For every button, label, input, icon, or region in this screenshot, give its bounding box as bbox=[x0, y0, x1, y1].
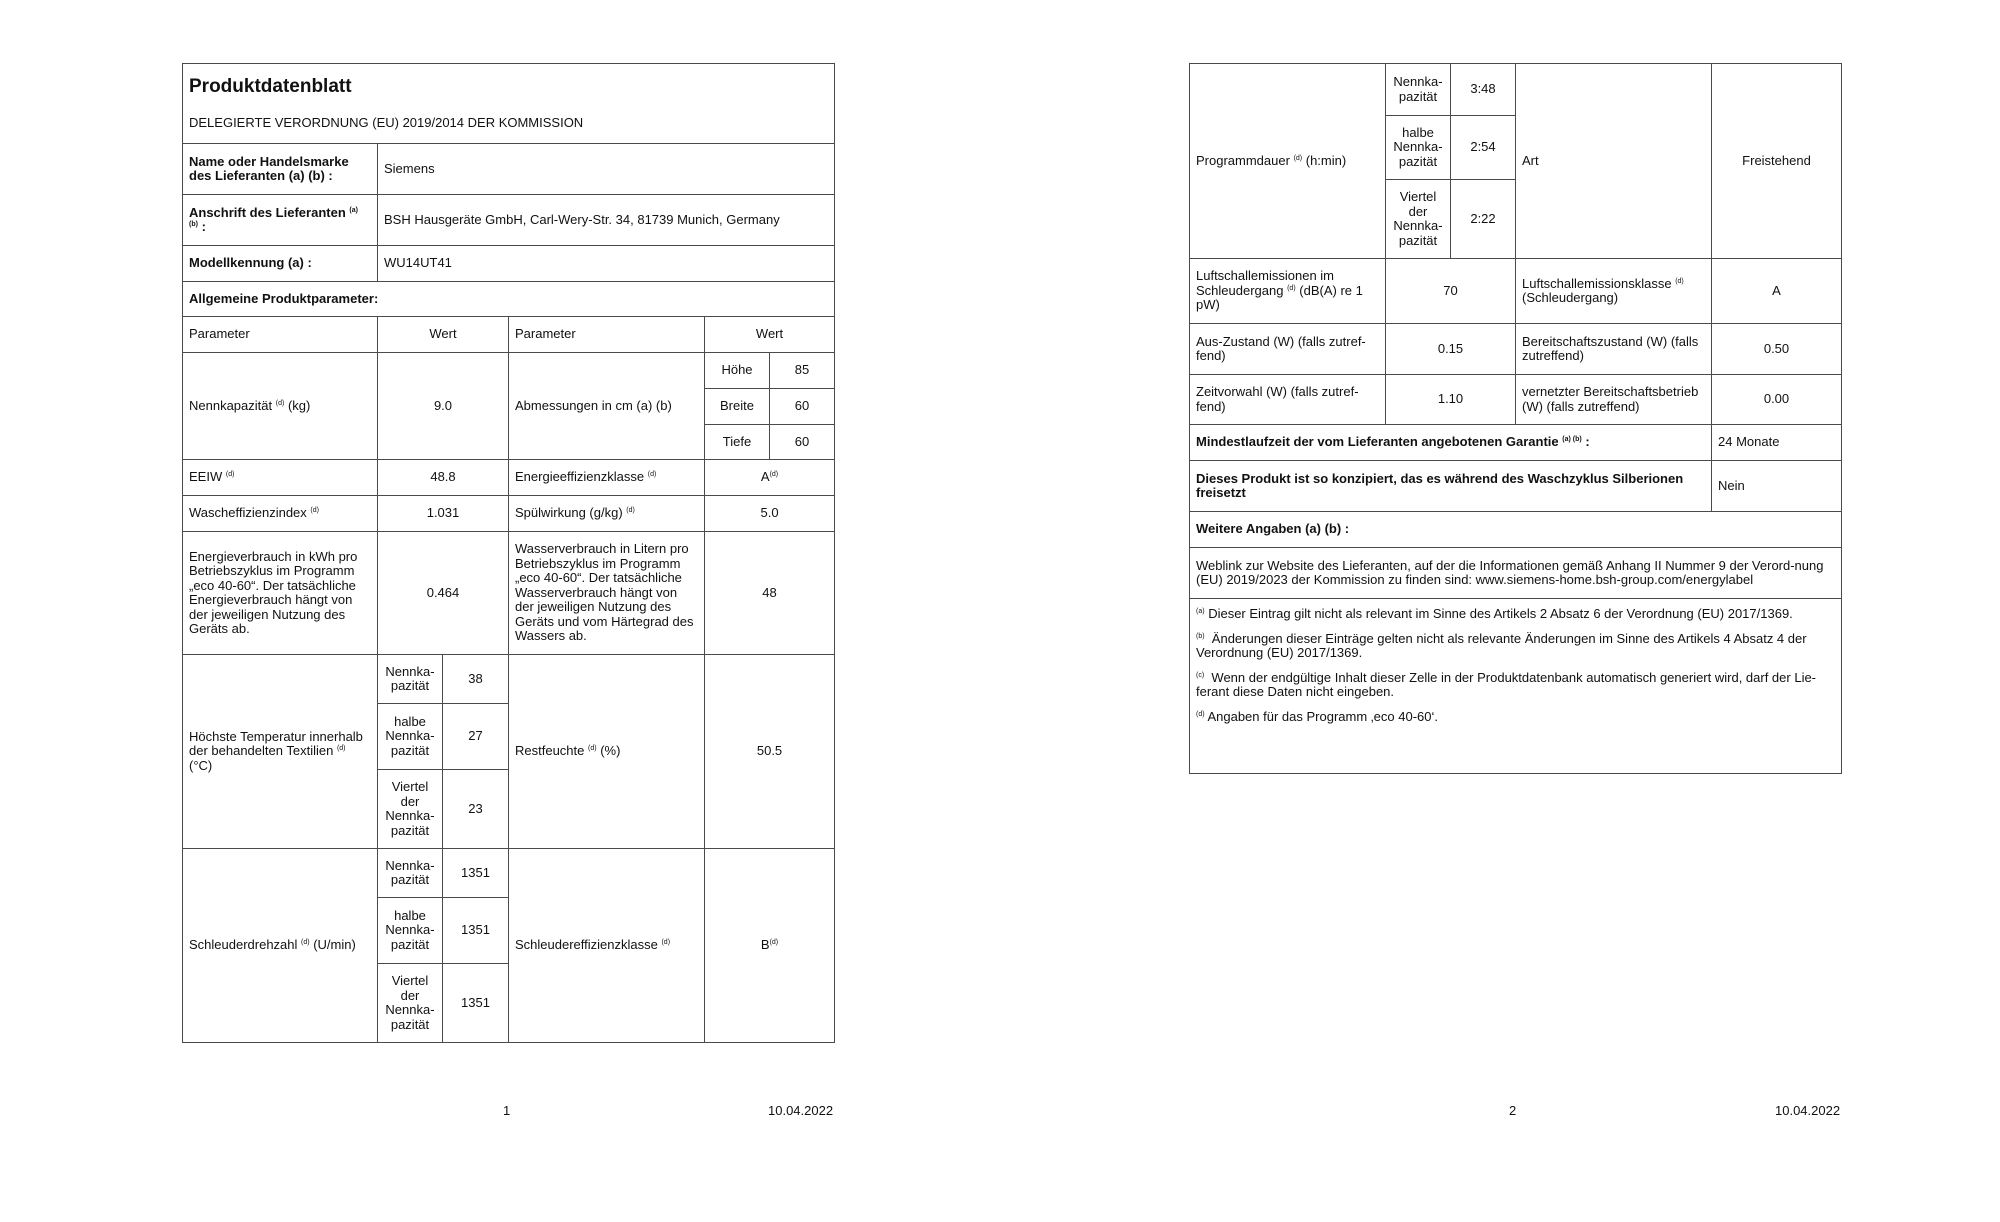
off-mode-value: 0.15 bbox=[1386, 324, 1516, 375]
supplier-address-value: BSH Hausgeräte GmbH, Carl-Wery-Str. 34, 81739 Munich, Germany bbox=[378, 195, 835, 246]
spin-class-value: $B^{(d)}$ bbox=[705, 849, 835, 1043]
further-info-heading: Weitere Angaben (a) (b) : bbox=[1190, 512, 1842, 548]
residual-moisture-value: 50.5 bbox=[705, 655, 835, 849]
duration-load-full-label: Nennka-pazität bbox=[1386, 64, 1451, 116]
networked-standby-label: vernetzter Bereitschaftsbetrieb (W) (falls zutreffend) bbox=[1516, 375, 1712, 425]
product-data-sheet-page-2 bbox=[1189, 63, 1842, 774]
type-label: Art bbox=[1516, 64, 1712, 259]
footnote-c: $^{(c)}$ Wenn der endgültige Inhalt dieser Zelle in der Produktdatenbank automatisch generiert wird, darf der Lie-ferant diese Daten nicht eingeben. bbox=[1196, 669, 1817, 699]
col-param-header: Parameter bbox=[183, 317, 378, 353]
energy-class-value: $A^{(d)}$ bbox=[705, 460, 835, 496]
col-value-header-2: Wert bbox=[705, 317, 835, 353]
height-label: Höhe bbox=[705, 353, 770, 389]
standby-value: 0.50 bbox=[1712, 324, 1842, 375]
height-value: 85 bbox=[770, 353, 835, 389]
spin-load-quarter-label: Viertel der Nennka-pazität bbox=[378, 964, 443, 1043]
temp-quarter-value: 23 bbox=[443, 770, 509, 849]
regulation-subtitle: DELEGIERTE VERORDNUNG (EU) 2019/2014 DER KOMMISSION bbox=[189, 115, 584, 130]
temp-load-half-label: halbe Nennka-pazität bbox=[378, 704, 443, 770]
page-date-1: 10.04.2022 bbox=[768, 1103, 834, 1118]
silver-ions-label: Dieses Produkt ist so konzipiert, das es während des Waschzyklus Silberionen freisetzt bbox=[1190, 461, 1712, 512]
product-data-sheet-page-1 bbox=[182, 63, 835, 1043]
col-param-header-2: Parameter bbox=[509, 317, 705, 353]
program-duration-label: Programmdauer $^{(d)}$ (h:min) bbox=[1190, 64, 1386, 259]
residual-moisture-label: Restfeuchte $^{(d)}$ (%) bbox=[509, 655, 705, 849]
silver-ions-value: Nein bbox=[1712, 461, 1842, 512]
delay-start-value: 1.10 bbox=[1386, 375, 1516, 425]
wash-index-value: 1.031 bbox=[378, 496, 509, 532]
temp-full-value: 38 bbox=[443, 655, 509, 704]
noise-label: Luftschallemissionen im Schleudergang $^{(d)}$ (dB(A) re 1 pW) bbox=[1190, 259, 1386, 324]
type-value: Freistehend bbox=[1712, 64, 1842, 259]
col-value-header: Wert bbox=[378, 317, 509, 353]
general-params-heading: Allgemeine Produktparameter: bbox=[183, 282, 835, 317]
duration-load-quarter-label: Viertel der Nennka-pazität bbox=[1386, 180, 1451, 259]
spin-full-value: 1351 bbox=[443, 849, 509, 898]
water-consumption-label: Wasserverbrauch in Litern pro Betriebszyklus im Programm „eco 40-60“. Der tatsächliche Wasserverbrauch hängt von der jeweiligen Nutzung des Geräts und vom Härtegrad des Wassers ab. bbox=[509, 532, 705, 655]
eeiw-value: 48.8 bbox=[378, 460, 509, 496]
page-date-2: 10.04.2022 bbox=[1775, 1103, 1841, 1118]
delay-start-label: Zeitvorwahl (W) (falls zutref-fend) bbox=[1190, 375, 1386, 425]
standby-label: Bereitschaftszustand (W) (falls zutreffend) bbox=[1516, 324, 1712, 375]
warranty-value: 24 Monate bbox=[1712, 425, 1842, 461]
wash-index-label: Wascheffizienzindex $^{(d)}$ bbox=[183, 496, 378, 532]
noise-class-label: Luftschallemissionsklasse $^{(d)}$ (Schleudergang) bbox=[1516, 259, 1712, 324]
supplier-address-label: Anschrift des Lieferanten $^{(a)}$ $^{(b)}$ : bbox=[183, 195, 378, 246]
width-value: 60 bbox=[770, 389, 835, 425]
max-temp-label: Höchste Temperatur innerhalb der behandelten Textilien $^{(d)}$ (°C) bbox=[183, 655, 378, 849]
spin-half-value: 1351 bbox=[443, 898, 509, 964]
footnote-b: $^{(b)}$ Änderungen dieser Einträge gelten nicht als relevante Änderungen im Sinne des Artikels 4 Absatz 4 der Verordnung (EU) 2017/1369. bbox=[1196, 630, 1807, 660]
networked-standby-value: 0.00 bbox=[1712, 375, 1842, 425]
eeiw-label: EEIW $^{(d)}$ bbox=[183, 460, 378, 496]
duration-quarter-value: 2:22 bbox=[1451, 180, 1516, 259]
model-value: WU14UT41 bbox=[378, 246, 835, 282]
depth-value: 60 bbox=[770, 425, 835, 460]
header-cell bbox=[183, 64, 835, 144]
model-label: Modellkennung (a) : bbox=[183, 246, 378, 282]
footnote-d: $^{(d)}$ Angaben für das Programm ‚eco 40-60‘. bbox=[1196, 708, 1438, 724]
temp-half-value: 27 bbox=[443, 704, 509, 770]
energy-consumption-label: Energieverbrauch in kWh pro Betriebszyklus im Programm „eco 40-60“. Der tatsächliche Energieverbrauch hängt von der jeweiligen Nutzung des Geräts ab. bbox=[183, 532, 378, 655]
spin-load-half-label: halbe Nennka-pazität bbox=[378, 898, 443, 964]
duration-full-value: 3:48 bbox=[1451, 64, 1516, 116]
noise-value: 70 bbox=[1386, 259, 1516, 324]
rinse-value: 5.0 bbox=[705, 496, 835, 532]
supplier-name-value: Siemens bbox=[378, 144, 835, 195]
footnote-a: $^{(a)}$ Dieser Eintrag gilt nicht als relevant im Sinne des Artikels 2 Absatz 6 der Verordnung (EU) 2017/1369. bbox=[1196, 606, 1793, 621]
capacity-label: Nennkapazität $^{(d)}$ (kg) bbox=[183, 353, 378, 460]
off-mode-label: Aus-Zustand (W) (falls zutref-fend) bbox=[1190, 324, 1386, 375]
page-number-1: 1 bbox=[503, 1103, 511, 1118]
footnotes bbox=[1190, 599, 1842, 774]
temp-load-full-label: Nennka-pazität bbox=[378, 655, 443, 704]
depth-label: Tiefe bbox=[705, 425, 770, 460]
energy-class-label: Energieeffizienzklasse $^{(d)}$ bbox=[509, 460, 705, 496]
width-label: Breite bbox=[705, 389, 770, 425]
temp-load-quarter-label: Viertel der Nennka-pazität bbox=[378, 770, 443, 849]
supplier-name-label: Name oder Handelsmarke des Lieferanten (a) (b) : bbox=[183, 144, 378, 195]
page-number-2: 2 bbox=[1509, 1103, 1517, 1118]
capacity-value: 9.0 bbox=[378, 353, 509, 460]
spin-load-full-label: Nennka-pazität bbox=[378, 849, 443, 898]
warranty-label: Mindestlaufzeit der vom Lieferanten angebotenen Garantie $^{(a) (b)}$ : bbox=[1190, 425, 1712, 461]
duration-half-value: 2:54 bbox=[1451, 116, 1516, 180]
spin-quarter-value: 1351 bbox=[443, 964, 509, 1043]
energy-consumption-value: 0.464 bbox=[378, 532, 509, 655]
rinse-label: Spülwirkung (g/kg) $^{(d)}$ bbox=[509, 496, 705, 532]
spin-speed-label: Schleuderdrehzahl $^{(d)}$ (U/min) bbox=[183, 849, 378, 1043]
water-consumption-value: 48 bbox=[705, 532, 835, 655]
noise-class-value: A bbox=[1712, 259, 1842, 324]
page-title: Produktdatenblatt bbox=[189, 76, 352, 97]
weblink-text: Weblink zur Website des Lieferanten, auf der die Informationen gemäß Anhang II Nummer 9 der Verord-nung (EU) 2019/2023 der Kommission zu finden sind: www.siemens-home.bsh-group.com/energylabel bbox=[1190, 548, 1842, 599]
dimensions-label: Abmessungen in cm (a) (b) bbox=[509, 353, 705, 460]
duration-load-half-label: halbe Nennka-pazität bbox=[1386, 116, 1451, 180]
spin-class-label: Schleudereffizienzklasse $^{(d)}$ bbox=[509, 849, 705, 1043]
